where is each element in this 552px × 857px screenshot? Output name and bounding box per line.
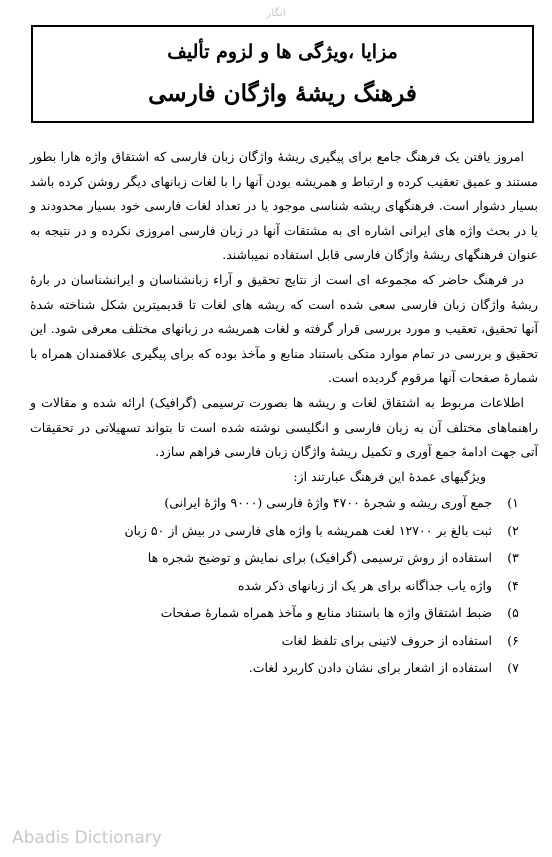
title-box <box>31 25 534 123</box>
watermark-text: انگار <box>266 8 286 19</box>
list-item-text: واژه یاب جداگانه برای هر یک از زبانهای ذکر شده <box>237 577 492 593</box>
list-item-text: جمع آوری ریشه و شجرۀ ۴۷۰۰ واژۀ فارسی (۹۰۰۰ واژۀ ایرانی) <box>164 495 492 511</box>
list-item <box>30 599 538 627</box>
body-content <box>30 145 538 682</box>
list-item-number: ۷) <box>507 660 519 676</box>
list-item-number: ۱) <box>507 495 519 511</box>
list-item-number: ۵) <box>507 605 519 621</box>
list-item-text: استفاده از اشعار برای نشان دادن کاربرد لغات. <box>248 660 492 676</box>
list-item <box>30 489 538 517</box>
features-intro: ویژگیهای عمدۀ این فرهنگ عبارتند از: <box>293 468 486 484</box>
list-item-text: ضبط اشتقاق واژه ها باستناد منابع و مآخذ همراه شمارۀ صفحات <box>160 605 492 621</box>
list-item-text: ثبت بالغ بر ۱۲۷۰۰ لغت همریشه با واژه های فارسی در بیش از ۵۰ زبان <box>124 522 492 538</box>
site-logo: Abadis Dictionary <box>12 828 162 848</box>
paragraph: امروز یافتن یک فرهنگ جامع برای پیگیری ریشۀ واژگان زبان فارسی که اشتقاق واژه هارا بطور مستند و عمیق تعقیب کرده و ارتباط و همریشه بودن آنها را با لغات زبانهای دیگر روشن کرده باشد بسیار دشوار است. فرهنگهای ریشه شناسی موجود یا در تعداد لغات فارسی خود بسیار محدودند و یا در بحث واژه های ایرانی اشاره ای به مشتقات آنها در زبان فارسی امروزی نکرده و در نتیجه به عنوان فرهنگهای ریشۀ واژگان فارسی قابل استفاده نمیباشند. <box>30 149 538 263</box>
list-item-number: ۴) <box>507 577 519 593</box>
list-item <box>30 544 538 572</box>
list-item <box>30 517 538 545</box>
list-item-number: ۶) <box>507 632 519 648</box>
list-item-text: استفاده از حروف لاتینی برای تلفظ لغات <box>281 632 492 648</box>
list-item-number: ۳) <box>507 550 519 566</box>
list-item <box>30 654 538 682</box>
list-item <box>30 627 538 655</box>
features-list <box>30 489 538 682</box>
list-item <box>30 572 538 600</box>
paragraph: اطلاعات مربوط به اشتقاق لغات و ریشه ها بصورت ترسیمی (گرافیک) ارائه شده و مقالات و راهنماهای مختلف آن به زبان فارسی و انگلیسی نوشته شده است تا بتواند تسهیلاتی در تحقیقات آتی جهت ادامۀ جمع آوری و تکمیل ریشۀ واژگان زبان فارسی فراهم سازد. <box>30 394 538 460</box>
paragraph: در فرهنگ حاضر که مجموعه ای است از نتایج تحقیق و آراء زبانشناسان و ایرانشناسان در بارۀ ریشۀ واژگان زبان فارسی سعی شده است که ریشه های لغات تا قدیمیترین شکل شناخته شدۀ آنها تحقیق، تعقیب و مورد بررسی قرار گرفته و لغات همریشه در زبانهای مختلف معرفی شود. این تحقیق و بررسی در تمام موارد متکی باستناد منابع و مآخذ بوده که برای پیگیری علاقمندان همراه با شمارۀ صفحات آنها مرقوم گردیده است. <box>30 271 538 386</box>
page-title: مزایا ،ویژگی ها و لزوم تألیف <box>167 41 398 63</box>
list-item-number: ۲) <box>507 522 519 538</box>
page-subtitle: فرهنگ ریشۀ واژگان فارسی <box>148 80 417 107</box>
list-item-text: استفاده از روش ترسیمی (گرافیک) برای نمایش و توضیح شجره ها <box>147 550 492 566</box>
